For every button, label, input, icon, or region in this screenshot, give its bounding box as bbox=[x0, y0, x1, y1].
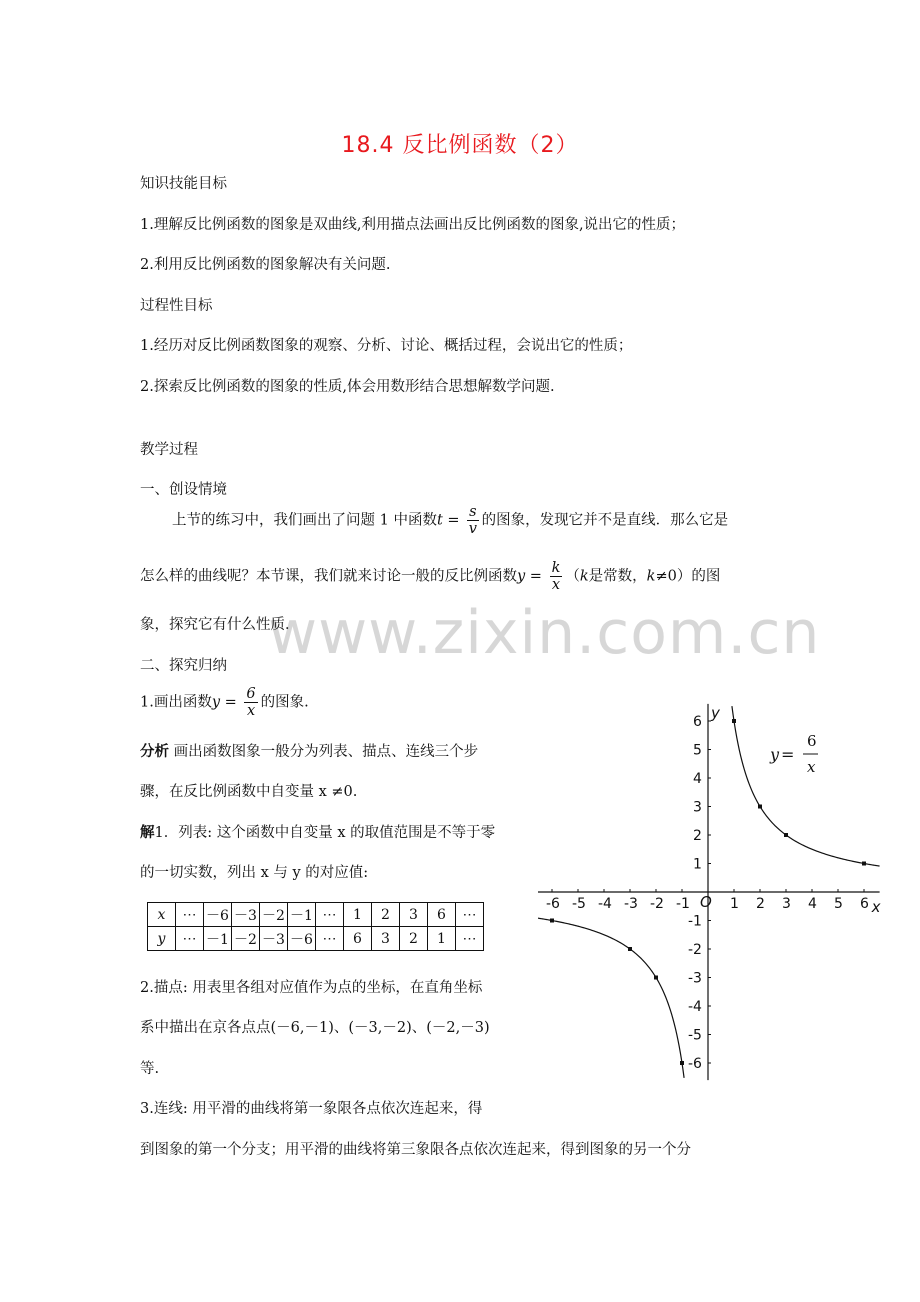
table-cell: ⋯ bbox=[456, 903, 484, 927]
table-cell: ⋯ bbox=[176, 903, 204, 927]
function-label-var: y bbox=[770, 745, 780, 764]
table-cell: 3 bbox=[372, 927, 400, 951]
watermark: www.zixin.com.cn bbox=[268, 598, 821, 668]
solution-line-2: 的一切实数，列出 x 与 y 的对应值: bbox=[140, 865, 369, 881]
y-tick-label: -5 bbox=[688, 1027, 702, 1044]
table-cell: －2 bbox=[232, 927, 260, 951]
y-tick-label: -6 bbox=[688, 1056, 702, 1072]
intro-line-3: 象，探究它有什么性质． bbox=[140, 617, 300, 633]
table-cell: ⋯ bbox=[456, 927, 484, 951]
heading-process: 过程性目标 bbox=[140, 298, 213, 314]
heading-teaching: 教学过程 bbox=[140, 442, 198, 458]
table-cell: 6 bbox=[428, 903, 456, 927]
process-goal-2: 2.探索反比例函数的图象的性质,体会用数形结合思想解数学问题. bbox=[140, 379, 555, 395]
x-tick-label: -2 bbox=[650, 896, 664, 912]
function-label-den: x bbox=[807, 758, 816, 776]
origin-label: O bbox=[700, 893, 712, 911]
table-cell: 2 bbox=[400, 927, 428, 951]
fraction-k-over-x: $\frac{k}{x}$ bbox=[551, 560, 561, 593]
x-tick-label: 1 bbox=[730, 896, 739, 912]
y-tick-label: -1 bbox=[688, 913, 702, 930]
y-tick-label: 1 bbox=[693, 856, 702, 873]
data-point bbox=[628, 947, 632, 951]
table-cell: －6 bbox=[288, 927, 316, 951]
intro-line-2: 怎么样的曲线呢？本节课，我们就来讨论一般的反比例函数y = $\frac{k}{x}$ （k是常数，k≠0）的图 bbox=[140, 560, 721, 593]
x-tick-label: 5 bbox=[834, 896, 843, 912]
section-2-heading: 二、探究归纳 bbox=[140, 658, 227, 674]
table-cell: －6 bbox=[204, 903, 232, 927]
intro-line-1: 上节的练习中，我们画出了问题 1 中函数t = $\frac{s}{v}$ 的图象，发现它并不是直线．那么它是 bbox=[172, 504, 729, 537]
y-tick-label: -3 bbox=[688, 970, 702, 987]
value-table bbox=[147, 902, 484, 951]
y-tick-label: 5 bbox=[693, 742, 702, 759]
solution-line-1: 解1．列表: 这个函数中自变量 x 的取值范围是不等于零 bbox=[140, 824, 496, 841]
table-cell: x bbox=[148, 903, 176, 927]
x-tick-label: -6 bbox=[546, 896, 560, 912]
analysis-label: 分析 bbox=[140, 743, 169, 760]
table-cell: 6 bbox=[344, 927, 372, 951]
hyperbola-graph bbox=[538, 700, 898, 1095]
step-2-line-3: 等. bbox=[140, 1061, 160, 1077]
knowledge-goal-1: 1.理解反比例函数的图象是双曲线,利用描点法画出反比例函数的图象,说出它的性质； bbox=[140, 217, 686, 233]
data-point bbox=[732, 719, 736, 723]
section-1-heading: 一、创设情境 bbox=[140, 482, 227, 498]
fraction-6-over-x: $\frac{6}{x}$ bbox=[246, 686, 256, 719]
data-point bbox=[758, 805, 762, 809]
table-cell: 3 bbox=[400, 903, 428, 927]
table-cell: ⋯ bbox=[316, 927, 344, 951]
data-point bbox=[862, 862, 866, 866]
y-tick-label: -4 bbox=[688, 999, 702, 1015]
table-cell: 1 bbox=[428, 927, 456, 951]
table-cell: ⋯ bbox=[316, 903, 344, 927]
knowledge-goal-2: 2.利用反比例函数的图象解决有关问题. bbox=[140, 257, 391, 273]
table-row-x bbox=[148, 903, 484, 927]
analysis-line-1: 分析 画出函数图象一般分为列表、描点、连线三个步 bbox=[140, 743, 479, 760]
x-tick-label: -5 bbox=[572, 896, 586, 912]
solution-label: 解 bbox=[140, 824, 155, 841]
x-tick-label: 4 bbox=[808, 896, 817, 912]
question-1: 1.画出函数y = $\frac{6}{x}$ 的图象. bbox=[140, 686, 309, 719]
data-point bbox=[654, 976, 658, 980]
x-tick-label: 6 bbox=[860, 896, 869, 912]
x-tick-label: -3 bbox=[624, 896, 638, 912]
data-point bbox=[550, 919, 554, 923]
curve-branch-quadrant-3 bbox=[538, 918, 684, 1078]
table-cell: －2 bbox=[260, 903, 288, 927]
table-cell: 2 bbox=[372, 903, 400, 927]
fraction-s-over-v: $\frac{s}{v}$ bbox=[468, 504, 477, 537]
table-cell: －1 bbox=[204, 927, 232, 951]
x-tick-label: 3 bbox=[782, 896, 791, 912]
step-2-line-1: 2.描点: 用表里各组对应值作为点的坐标，在直角坐标 bbox=[140, 980, 483, 996]
table-cell: y bbox=[148, 927, 176, 951]
y-tick-label: -2 bbox=[688, 942, 702, 958]
y-tick-label: 4 bbox=[693, 771, 702, 787]
x-tick-label: -1 bbox=[676, 896, 690, 912]
page-title: 18.4 反比例函数（2） bbox=[341, 133, 579, 158]
table-cell: 1 bbox=[344, 903, 372, 927]
y-tick-label: 3 bbox=[693, 799, 702, 816]
y-tick-label: 6 bbox=[693, 714, 702, 730]
y-axis-label: y bbox=[711, 703, 720, 722]
table-row-y bbox=[148, 927, 484, 951]
heading-knowledge: 知识技能目标 bbox=[140, 176, 227, 192]
curve-branch-quadrant-1 bbox=[732, 706, 880, 866]
step-3-line-2: 到图象的第一个分支；用平滑的曲线将第三象限各点依次连起来，得到图象的另一个分 bbox=[140, 1142, 691, 1158]
table-cell: －3 bbox=[232, 903, 260, 927]
table-cell: ⋯ bbox=[176, 927, 204, 951]
function-label-num: 6 bbox=[807, 732, 817, 750]
table-cell: －3 bbox=[260, 927, 288, 951]
x-tick-label: 2 bbox=[756, 896, 765, 912]
step-2-line-2: 系中描出在京各点点(－6,－1)、(－3,－2)、(－2,－3) bbox=[140, 1020, 490, 1036]
analysis-line-2: 骤，在反比例函数中自变量 x ≠0. bbox=[140, 784, 358, 800]
function-label-eq: = bbox=[781, 745, 795, 764]
y-tick-label: 2 bbox=[693, 828, 702, 844]
data-point bbox=[680, 1061, 684, 1065]
x-axis-label: x bbox=[871, 898, 881, 916]
x-tick-label: -4 bbox=[598, 896, 612, 912]
data-point bbox=[784, 833, 788, 837]
process-goal-1: 1.经历对反比例函数图象的观察、分析、讨论、概括过程，会说出它的性质； bbox=[140, 338, 633, 354]
step-3-line-1: 3.连线: 用平滑的曲线将第一象限各点依次连起来，得 bbox=[140, 1101, 483, 1117]
table-cell: －1 bbox=[288, 903, 316, 927]
